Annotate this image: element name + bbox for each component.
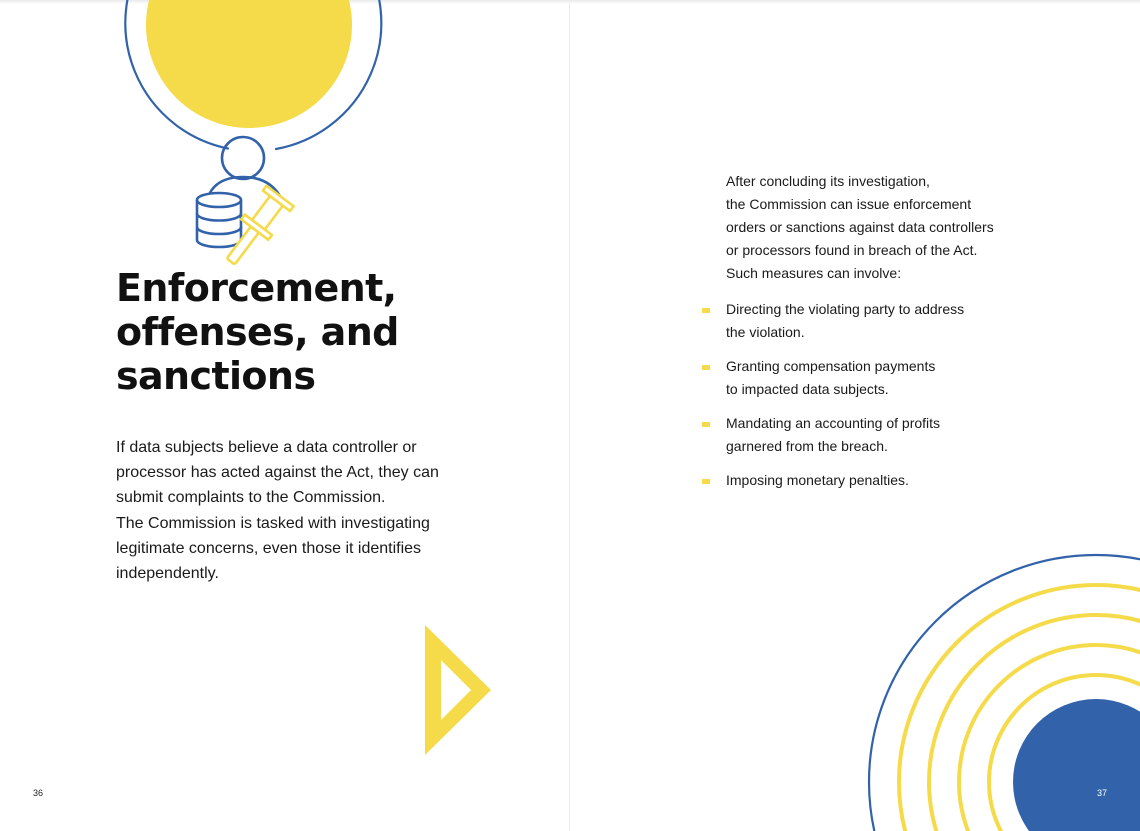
- left-page: [0, 0, 569, 831]
- paragraph-line: independently.: [116, 565, 219, 583]
- title-line: Enforcement,: [116, 266, 397, 310]
- page-title: [116, 266, 536, 398]
- list-item-line: the violation.: [726, 324, 805, 340]
- list-item-line: Imposing monetary penalties.: [726, 472, 909, 488]
- paragraph-line: legitimate concerns, even those it identifies: [116, 539, 422, 557]
- title-line: offenses, and: [116, 310, 399, 354]
- yellow-bullet-icon: [702, 365, 710, 370]
- paragraph-line: orders or sanctions against data controllers: [726, 219, 994, 235]
- person-database-gavel-icon: [100, 0, 400, 270]
- right-page: [570, 0, 1140, 831]
- paragraph-line: submit complaints to the Commission.: [116, 489, 386, 507]
- yellow-bullet-icon: [702, 422, 710, 427]
- measures-list: [702, 298, 1042, 503]
- page-number: 37: [1097, 788, 1108, 798]
- paragraph-line: or processors found in breach of the Act.: [726, 242, 978, 258]
- play-triangle-icon: [420, 620, 500, 760]
- list-item: [702, 469, 1042, 492]
- paragraph-line: If data subjects believe a data controller or: [116, 439, 417, 456]
- paragraph-line: processor has acted against the Act, they can: [116, 464, 439, 482]
- title-line: sanctions: [116, 354, 316, 398]
- list-item: [702, 298, 1042, 344]
- intro-paragraph: [116, 435, 516, 586]
- list-item: [702, 412, 1042, 458]
- paragraph-line: After concluding its investigation,: [726, 173, 930, 189]
- paragraph-line: the Commission can issue enforcement: [726, 196, 972, 212]
- list-item-line: to impacted data subjects.: [726, 381, 889, 397]
- yellow-bullet-icon: [702, 479, 710, 484]
- yellow-disc: [146, 0, 352, 128]
- list-item-line: Directing the violating party to address: [726, 301, 965, 317]
- yellow-bullet-icon: [702, 308, 710, 313]
- list-item: [702, 355, 1042, 401]
- lead-paragraph: [726, 170, 1056, 285]
- page-number: 36: [33, 788, 44, 798]
- paragraph-line: Such measures can involve:: [726, 265, 902, 281]
- list-item-line: Mandating an accounting of profits: [726, 415, 941, 431]
- database-stack: [197, 193, 241, 247]
- list-item-line: garnered from the breach.: [726, 438, 888, 454]
- list-item-line: Granting compensation payments: [726, 358, 936, 374]
- paragraph-line: The Commission is tasked with investigating: [116, 514, 430, 532]
